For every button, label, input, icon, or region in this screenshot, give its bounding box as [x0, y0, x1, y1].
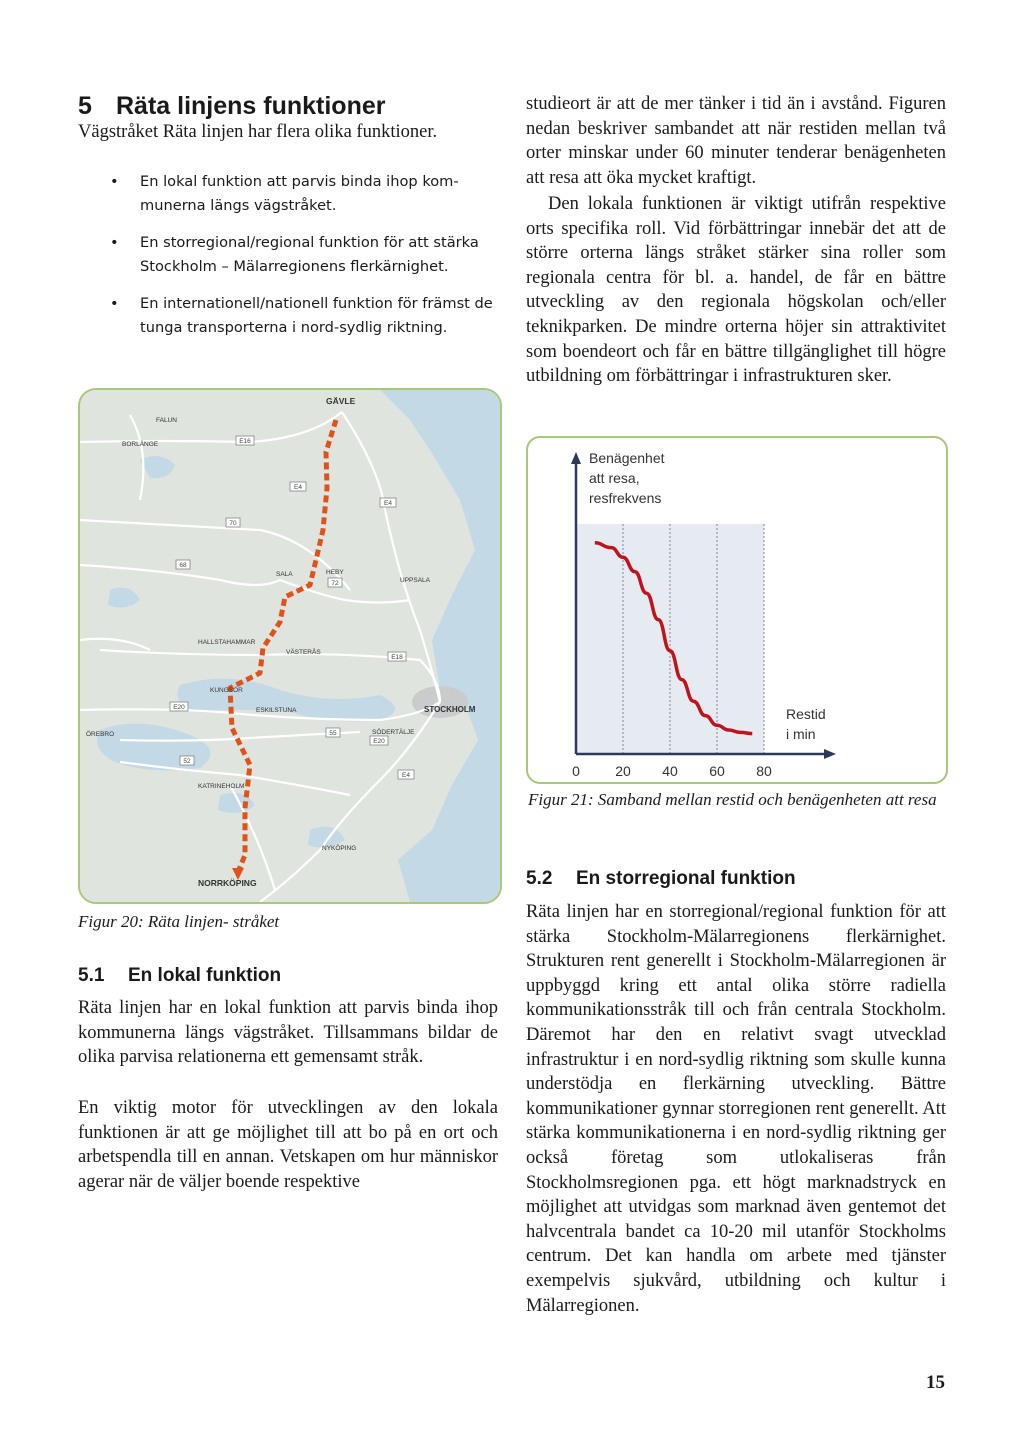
svg-text:55: 55 — [329, 730, 337, 737]
road-shield — [176, 560, 190, 569]
plot-area — [576, 524, 764, 754]
bullet-item: • En internationell/nationell funktion för främst de tunga transporterna i nord-sydlig riktning. — [108, 292, 508, 339]
body-paragraph: studieort är att de mer tänker i tid än i avstånd. Figuren nedan beskriver sambandet att när restiden mellan två orter minskar under 60 minuter tenderar benägenheten att resa att öka mycket kraftigt. — [526, 94, 946, 188]
svg-text:E16: E16 — [239, 438, 251, 445]
map-label: BORLÄNGE — [122, 441, 159, 448]
road-shield — [236, 436, 254, 445]
figure-caption: Figur 20: Räta linjen- stråket — [78, 912, 280, 931]
section-title: Räta linjens funktioner — [116, 92, 386, 120]
y-axis-label-line: resfrekvens — [589, 490, 662, 506]
section-intro: Vägstråket Räta linjen har flera olika funktioner. — [78, 122, 438, 142]
map-label: ÖREBRO — [86, 731, 115, 738]
map-label: NORRKÖPING — [198, 878, 257, 888]
bullet-item: • En storregional/regional funktion för att stärka Stockholm – Mälarregionens flerkärnighet. — [108, 231, 508, 278]
road-shield — [180, 756, 194, 765]
road-shield — [226, 518, 240, 527]
x-axis-label-line: i min — [786, 726, 816, 742]
map-label: SALA — [276, 571, 293, 578]
body-paragraph: Den lokala funktionen är viktigt utifrån respektive orts specifika roll. Vid förbättringar innebär det att de större orterna längs stråket stärker sina roller som regionala centra för bl. a. handel, de får en bättre utveckling av den regionala högskolan och/eller teknikparken. De mindre orterna höjer sin attraktivitet som boendeort och får en bättre tillgänglighet till högre utbildning om förbättringar i infrastrukturen sker. — [526, 194, 946, 387]
svg-text:E4: E4 — [384, 500, 392, 507]
map-label: NYKÖPING — [322, 845, 357, 852]
road-shield — [170, 702, 188, 711]
x-axis-label-line: Restid — [786, 706, 826, 722]
bullet-item: • En lokal funktion att parvis binda ihop kom-munerna längs vägstråket. — [108, 170, 508, 217]
route-map — [80, 390, 500, 902]
subsection-heading — [78, 965, 281, 987]
subsection-heading — [526, 868, 796, 890]
road-shield — [328, 578, 342, 587]
x-tick-label: 80 — [756, 763, 772, 779]
body-paragraph: Räta linjen har en storregional/regional funktion för att stärka Stockholm-Mälarregionens flerkärnighet. Strukturen rent generellt i Stockholm-Mälarregionen är uppbyggd kring ett antal olika större radiella kommunikationsstråk till och från centrala Stockholm. Däremot har den en relativt svagt utvecklad infrastruktur i en nord-sydlig riktning som skulle kunna understödja en flerkärning utveckling. Bättre kommunikationer gynnar storregionen rent generellt. Att stärka kommunikationerna i en nord-sydlig riktning ger också företag som utlokaliseras från Stockholmsregionen pga. ett högt marknadstryck en möjlighet att utvidgas som marknad även gentemot det halvcentrala bandet ca 10-20 mil utanför Stockholms centrum. Det kan handla om arbete med tjänster exempelvis sjukvård, utbildning och kultur i Mälarregionen. — [526, 902, 946, 1316]
map-label: STOCKHOLM — [424, 705, 476, 714]
route-map-figure — [78, 388, 502, 904]
svg-text:E4: E4 — [402, 772, 410, 779]
svg-text:72: 72 — [331, 580, 339, 587]
road-shield — [388, 652, 406, 661]
y-axis-label-line: Benägenhet — [589, 450, 665, 466]
road-shield — [380, 498, 396, 507]
svg-text:70: 70 — [229, 520, 237, 527]
map-label: KATRINEHOLM — [198, 783, 245, 790]
map-label: HEBY — [326, 569, 344, 576]
x-tick-label: 40 — [662, 763, 678, 779]
travel-propensity-chart — [528, 438, 946, 782]
svg-text:68: 68 — [179, 562, 187, 569]
y-axis-label-line: att resa, — [589, 470, 640, 486]
svg-text:E20: E20 — [173, 704, 185, 711]
x-axis-arrow — [824, 749, 836, 759]
map-label: UPPSALA — [400, 577, 430, 584]
svg-text:E18: E18 — [391, 654, 403, 661]
x-tick-label: 0 — [572, 763, 580, 779]
road-shield — [290, 482, 306, 491]
bullet-icon: • — [110, 295, 119, 312]
map-label: GÄVLE — [326, 396, 356, 406]
section-number: 5 — [78, 92, 92, 120]
map-label: FALUN — [156, 417, 177, 424]
svg-text:E20: E20 — [373, 738, 385, 745]
svg-text:52: 52 — [183, 758, 191, 765]
subsection-title: En storregional funktion — [576, 868, 796, 889]
map-label: KUNGSÖR — [210, 687, 243, 694]
svg-text:E4: E4 — [294, 484, 302, 491]
body-paragraph: Räta linjen har en lokal funktion att parvis binda ihop kommunerna längs vägstråket. Tillsammans bildar de olika parvisa relationerna ett gemensamt stråk. — [78, 998, 498, 1068]
figure-caption: Figur 21: Samband mellan restid och benägenheten att resa — [528, 790, 937, 809]
y-axis-arrow — [571, 452, 581, 464]
map-label: HALLSTAHAMMAR — [198, 639, 256, 646]
page-number: 15 — [926, 1372, 945, 1393]
road-shield — [326, 728, 340, 737]
x-tick-label: 60 — [709, 763, 725, 779]
body-paragraph: En viktig motor för utvecklingen av den lokala funktionen är att ge möjlighet till att bo på en ort och arbetspendla till en annan. Vetskapen om hur människor agerar när de väljer boende respektive — [78, 1098, 498, 1192]
subsection-number: 5.2 — [526, 868, 553, 889]
x-tick-label: 20 — [615, 763, 631, 779]
subsection-title: En lokal funktion — [128, 965, 282, 986]
map-label: VÄSTERÅS — [286, 649, 321, 656]
map-label: SÖDERTÄLJE — [372, 729, 415, 736]
bullet-icon: • — [110, 173, 119, 190]
road-shield — [398, 770, 414, 779]
section-heading — [78, 92, 385, 121]
subsection-number: 5.1 — [78, 965, 105, 986]
function-bullet-list — [108, 170, 508, 353]
travel-propensity-chart-figure — [526, 436, 948, 784]
bullet-icon: • — [110, 234, 119, 251]
road-shield — [370, 736, 388, 745]
map-label: ESKILSTUNA — [256, 707, 297, 714]
